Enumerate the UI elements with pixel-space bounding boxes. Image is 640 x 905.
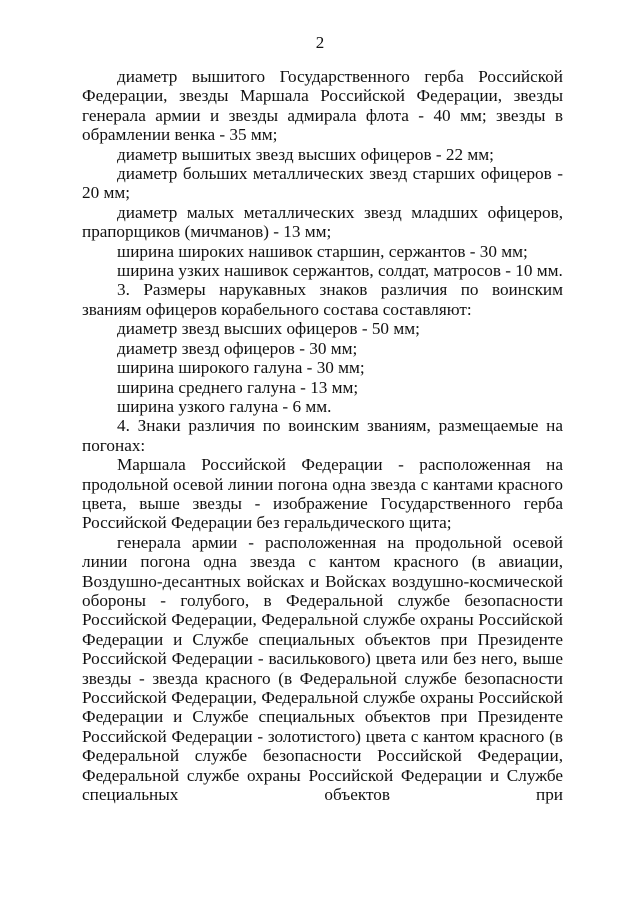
page-number: 2 — [315, 33, 325, 52]
paragraph-high-officer-sleeve-stars: диаметр звезд высших офицеров - 50 мм; — [117, 319, 420, 339]
paragraph-emblem-diameter: диаметр вышитого Государственного герба Российской Федерации, звезды Маршала Российской Федерации, звезды генерала армии и звезды адмирала флота - 40 мм; звезды в обрамлении венка - 35 мм; — [82, 67, 563, 145]
paragraph-wide-stripes: ширина широких нашивок старшин, сержантов - 30 мм; — [117, 241, 528, 261]
paragraph-wide-galloon: ширина широкого галуна - 30 мм; — [117, 358, 365, 378]
paragraph-section-3: 3. Размеры нарукавных знаков различия по воинским званиям офицеров корабельного состава составляют: — [82, 280, 563, 319]
document-body — [82, 67, 563, 804]
paragraph-medium-galloon: ширина среднего галуна - 13 мм; — [117, 377, 359, 397]
paragraph-army-general-insignia: генерала армии - расположенная на продольной осевой линии погона одна звезда с кантом красного (в авиации, Воздушно-десантных войсках и Войсках воздушно-космической обороны - голубого, в Федеральной службе безопасности Российской Федерации, Федеральной службе охраны Российской Федерации и Службе специальных объектов при Президенте Российской Федерации - василькового) цвета или без него, выше звезды - звезда красного (в Федеральной службе безопасности Российской Федерации, Федеральной службе охраны Российской Федерации и Службе специальных объектов при Президенте Российской Федерации - золотистого) цвета с кантом красного (в Федеральной службе безопасности Российской Федерации, Федеральной службе охраны Российской Федерации и Службе специальных объектов при — [82, 532, 563, 805]
paragraph-large-metal-stars: диаметр больших металлических звезд старших офицеров - 20 мм; — [82, 164, 563, 203]
paragraph-section-4: 4. Знаки различия по воинским званиям, размещаемые на погонах: — [82, 416, 563, 455]
paragraph-narrow-stripes: ширина узких нашивок сержантов, солдат, матросов - 10 мм. — [117, 261, 563, 281]
paragraph-officer-sleeve-stars: диаметр звезд офицеров - 30 мм; — [117, 338, 358, 358]
paragraph-narrow-galloon: ширина узкого галуна - 6 мм. — [117, 396, 332, 416]
paragraph-small-metal-stars: диаметр малых металлических звезд младших офицеров, прапорщиков (мичманов) - 13 мм; — [82, 202, 563, 242]
paragraph-marshal-insignia: Маршала Российской Федерации - расположенная на продольной осевой линии погона одна звезда с кантами красного цвета, выше звезды - изображение Государственного герба Российской Федерации без геральдического щита; — [82, 455, 563, 533]
paragraph-senior-officer-stars: диаметр вышитых звезд высших офицеров - 22 мм; — [117, 144, 494, 164]
